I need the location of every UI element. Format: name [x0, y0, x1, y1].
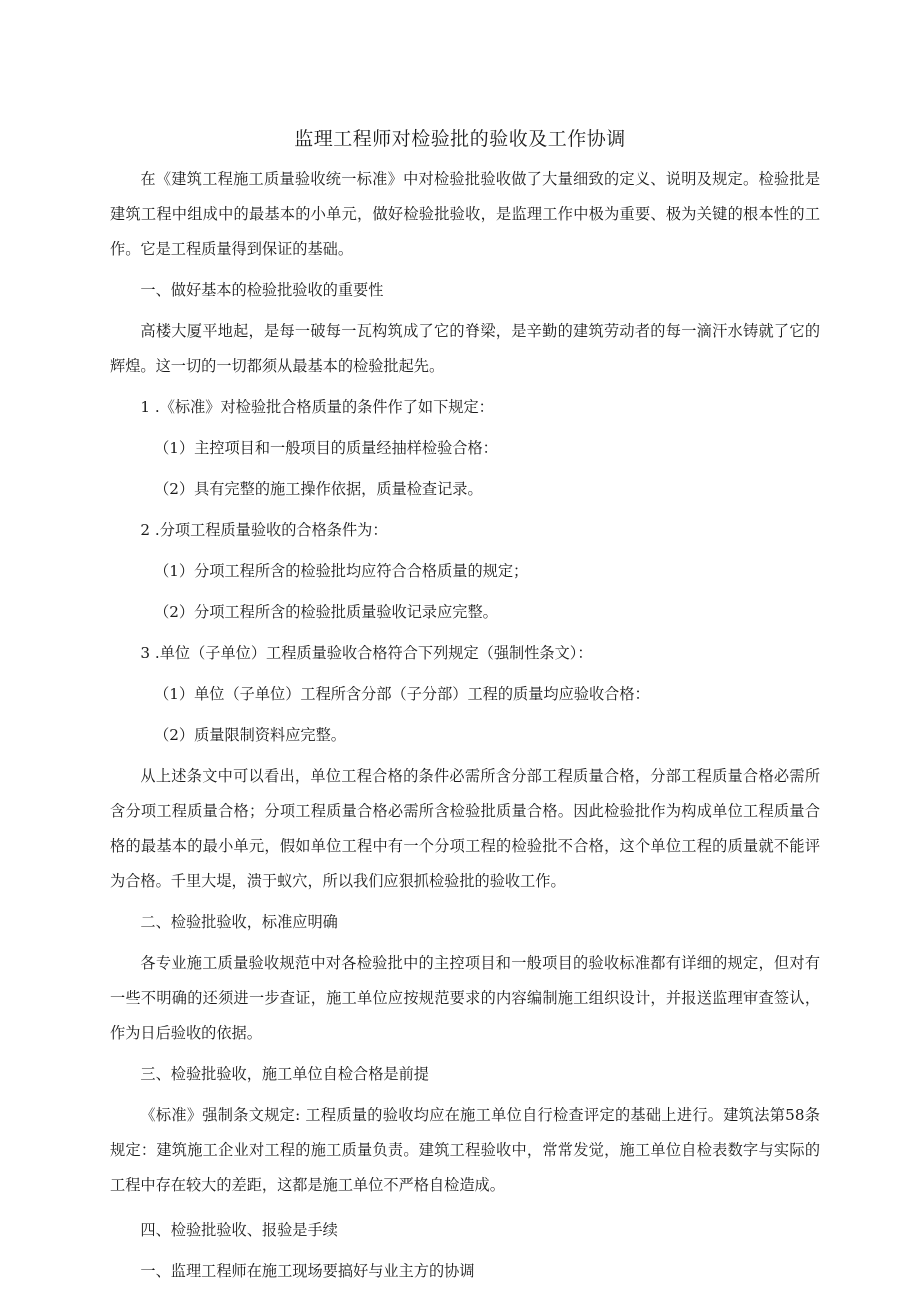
document-title: 监理工程师对检验批的验收及工作协调: [294, 128, 626, 150]
numbered-item-1: 1 .《标准》对检验批合格质量的条件作了如下规定：: [140, 398, 494, 416]
sub-item: （2）质量限制资料应完整。: [154, 726, 346, 744]
sub-item: （2）分项工程所含的检验批质量验收记录应完整。: [154, 603, 498, 621]
section-heading-4: 四、检验批验收、报验是手续: [140, 1221, 338, 1239]
section-heading-1: 一、做好基本的检验批验收的重要性: [140, 281, 384, 299]
intro-paragraph: 在《建筑工程施工质量验收统一标准》中对检验批验收做了大量细致的定义、说明及规定。检验批是建筑工程中组成中的最基本的小单元，做好检验批验收，是监理工作中极为重要、极为关键的根本性的工作。它是工程质量得到保证的基础。: [110, 170, 820, 258]
document-body: [110, 162, 820, 1289]
sub-item: （2）具有完整的施工操作依据，质量检查记录。: [154, 480, 483, 498]
paragraph: 从上述条文中可以看出，单位工程合格的条件必需所含分部工程质量合格，分部工程质量合格必需所含分项工程质量合格；分项工程质量合格必需所含检验批质量合格。因此检验批作为构成单位工程质量合格的最基本的最小单元，假如单位工程中有一个分项工程的检验批不合格，这个单位工程的质量就不能评为合格。千里大堤，溃于蚁穴，所以我们应狠抓检验批的验收工作。: [110, 767, 820, 890]
numbered-item-2: 2 .分项工程质量验收的合格条件为：: [140, 521, 388, 539]
numbered-item-3: 3 .单位（子单位）工程质量验收合格符合下列规定（强制性条文）：: [140, 644, 593, 662]
sub-item: （1）主控项目和一般项目的质量经抽样检验合格：: [154, 439, 498, 457]
section-heading-2: 二、检验批验收，标准应明确: [140, 913, 338, 931]
paragraph: 高楼大厦平地起，是每一破每一瓦构筑成了它的脊梁，是辛勤的建筑劳动者的每一滴汗水铸就了它的辉煌。这一切的一切都须从最基本的检验批起先。: [110, 322, 820, 375]
paragraph: 《标准》强制条文规定: 工程质量的验收均应在施工单位自行检查评定的基础上进行。建筑法第58条规定：建筑施工企业对工程的施工质量负责。建筑工程验收中，常常发觉，施工单位自检表数字与实际的工程中存在较大的差距，这都是施工单位不严格自检造成。: [110, 1106, 820, 1194]
section-heading-3: 三、检验批验收，施工单位自检合格是前提: [140, 1065, 429, 1083]
sub-item: （1）分项工程所含的检验批均应符合合格质量的规定；: [154, 562, 529, 580]
paragraph: 各专业施工质量验收规范中对各检验批中的主控项目和一般项目的验收标准都有详细的规定，但对有一些不明确的还须进一步查证，施工单位应按规范要求的内容编制施工组织设计，并报送监理审查签认，作为日后验收的依据。: [110, 954, 820, 1042]
section-heading-coordination: 一、监理工程师在施工现场要搞好与业主方的协调: [140, 1262, 475, 1280]
sub-item: （1）单位（子单位）工程所含分部（子分部）工程的质量均应验收合格：: [154, 685, 650, 703]
